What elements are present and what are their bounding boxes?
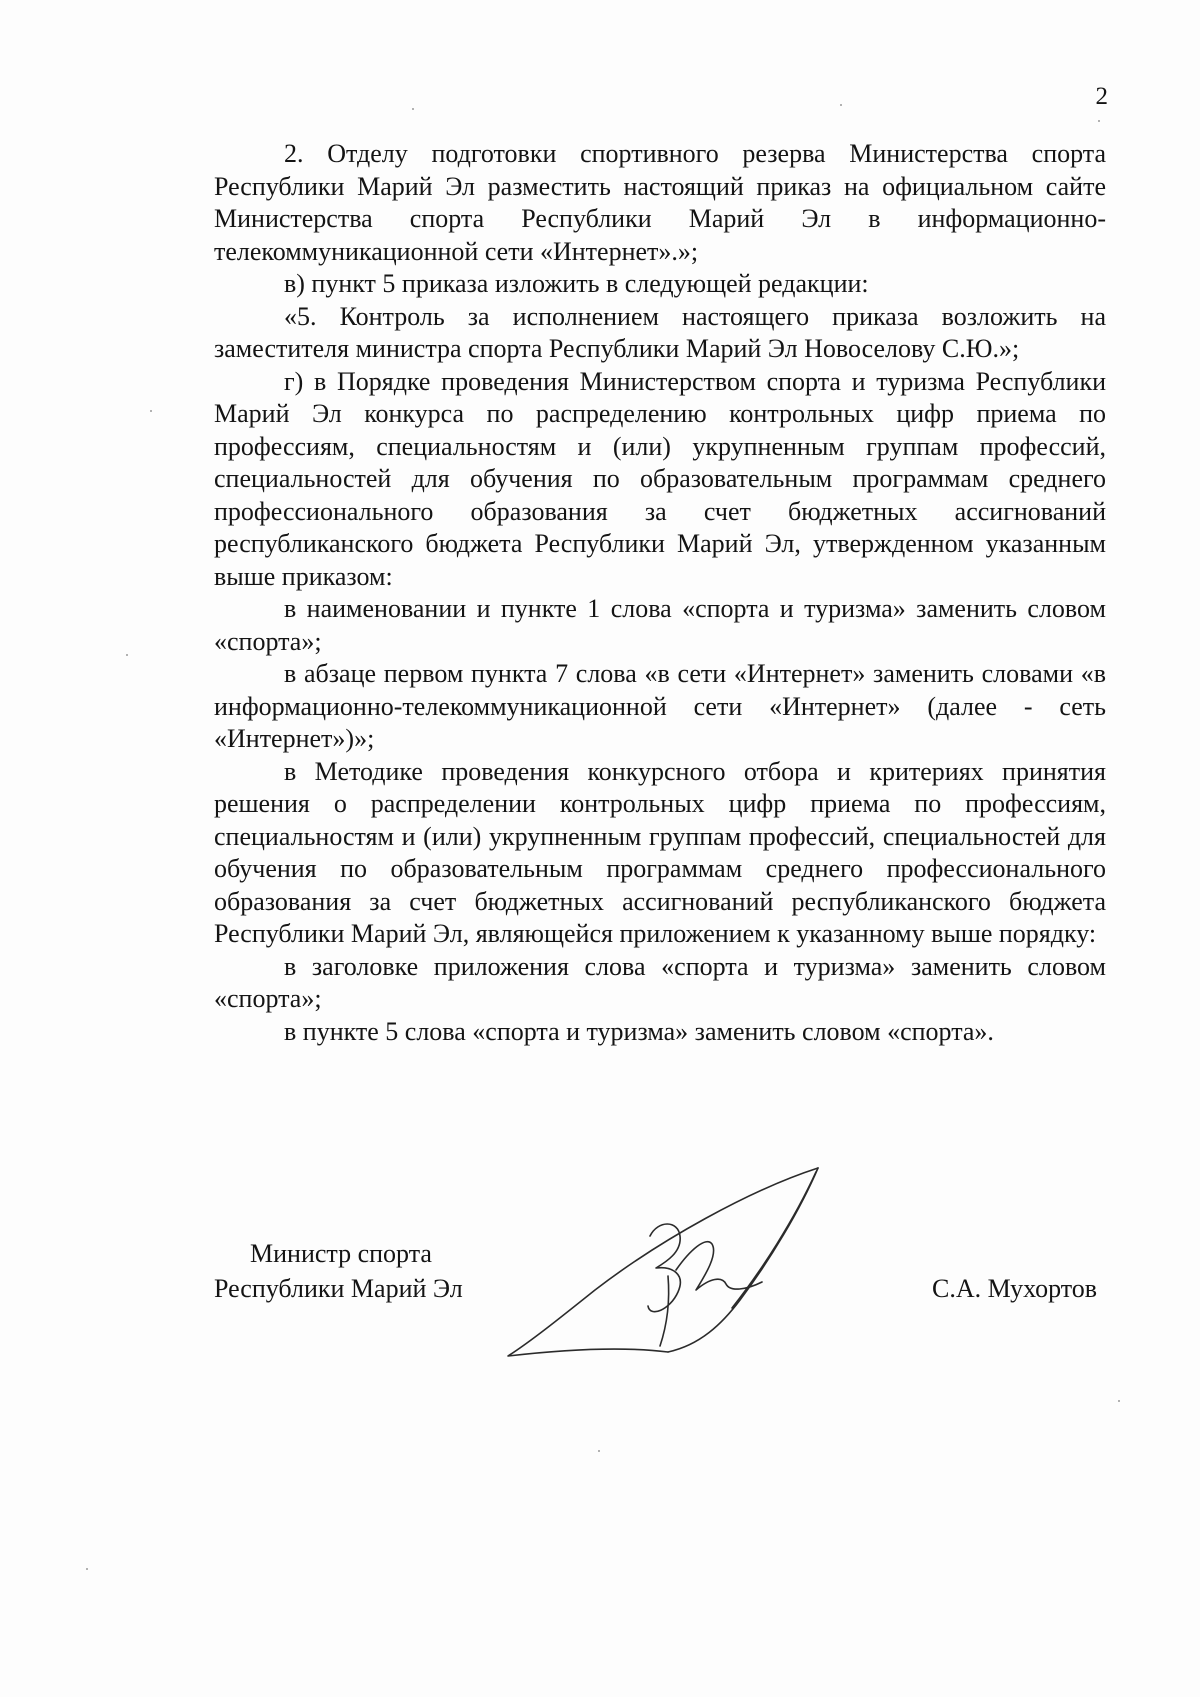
paragraph-2: в) пункт 5 приказа изложить в следующей редакции: (284, 269, 869, 298)
paragraph-1: 2. Отделу подготовки спортивного резерва Министерства спорта Республики Марий Эл разместить настоящий приказ на официальном сайте Министерства спорта Республики Марий Эл в информационно-телекоммуникационной сети «Интернет».»; (214, 139, 1106, 266)
scan-speck (126, 654, 128, 656)
scan-speck (598, 1450, 600, 1452)
scan-speck (86, 1568, 88, 1570)
signatory-position (214, 1236, 463, 1306)
signatory-position-line-1: Министр спорта (250, 1239, 432, 1268)
paragraph-4: г) в Порядке проведения Министерством спорта и туризма Республики Марий Эл конкурса по распределению контрольных цифр приема по профессиям, специальностям и (или) укрупненным группам профессий, специальностей для обучения по образовательным программам среднего профессионального образования за счет бюджетных ассигнований республиканского бюджета Республики Марий Эл, утвержденном указанным выше приказом: (214, 366, 1106, 591)
paragraph-8: в заголовке приложения слова «спорта и туризма» заменить словом «спорта»; (214, 951, 1106, 1013)
scan-speck (1118, 1400, 1120, 1402)
paragraph-6: в абзаце первом пункта 7 слова «в сети «Интернет» заменить словами «в информационно-телекоммуникационной сети «Интернет» (далее - сеть «Интернет»)»; (214, 659, 1106, 753)
scan-speck (1098, 120, 1100, 122)
paragraph-7: в Методике проведения конкурсного отбора и критериях принятия решения о распределении контрольных цифр приема по профессиям, специальностям и (или) укрупненным группам профессий, специальностей для обучения по образовательным программам среднего профессионального образования за счет бюджетных ассигнований республиканского бюджета Республики Марий Эл, являющейся приложением к указанному выше порядку: (214, 756, 1106, 948)
handwritten-signature (500, 1150, 830, 1370)
paragraph-3: «5. Контроль за исполнением настоящего приказа возложить на заместителя министра спорта Республики Марий Эл Новоселову С.Ю.»; (214, 301, 1106, 363)
paragraph-9: в пункте 5 слова «спорта и туризма» заменить словом «спорта». (284, 1016, 994, 1046)
signatory-position-line-2: Республики Марий Эл (214, 1274, 463, 1303)
page-number: 2 (1095, 83, 1108, 110)
scan-speck (840, 104, 842, 106)
scan-speck (412, 108, 414, 110)
paragraph-5: в наименовании и пункте 1 слова «спорта и туризма» заменить словом «спорта»; (214, 594, 1106, 656)
signatory-name: С.А. Мухортов (932, 1274, 1098, 1303)
scan-speck (150, 410, 152, 412)
